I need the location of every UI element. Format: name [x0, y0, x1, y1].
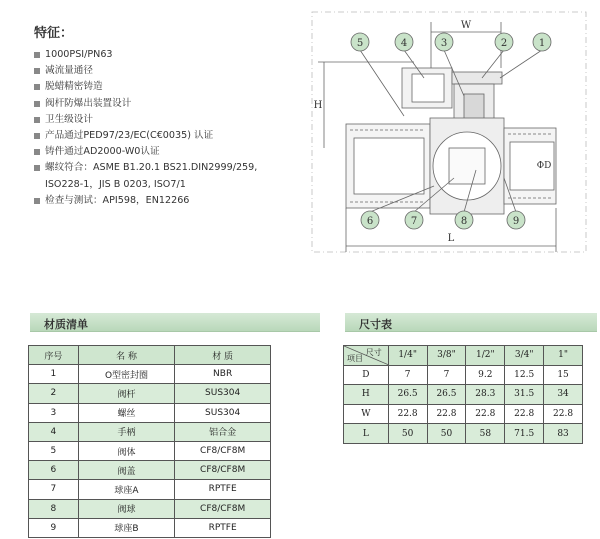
features-section	[34, 22, 304, 209]
dimension-l-label: L	[447, 233, 455, 244]
materials-section-title: 材质清单	[44, 318, 88, 331]
dimension-w-label: W	[460, 20, 472, 31]
table-row: 4 手柄 铝合金	[29, 422, 271, 441]
table-row: 5 阀体 CF8/CF8M	[29, 441, 271, 460]
bullet-icon	[34, 117, 40, 123]
feature-item: 螺纹符合：ASME B1.20.1 BS21.DIN2999/259,	[34, 160, 304, 176]
feature-item: 减流量通径	[34, 63, 304, 79]
table-row: 2 阀杆 SUS304	[29, 384, 271, 403]
column-header: 序号	[29, 346, 79, 365]
features-title: 特征：	[34, 26, 74, 41]
callout-label: 1	[538, 38, 546, 49]
table-row: H 26.5 26.5 28.3 31.5 34	[344, 385, 583, 405]
corner-header-cell	[344, 346, 389, 366]
column-header: 1/4"	[388, 346, 427, 366]
sizes-table	[343, 345, 583, 444]
table-row: 1 O型密封圈 NBR	[29, 365, 271, 384]
table-header-row	[344, 346, 583, 366]
materials-section-header	[30, 313, 320, 332]
callout-label: 5	[356, 38, 364, 49]
table-row: L 50 50 58 71.5 83	[344, 424, 583, 444]
table-row: D 7 7 9.2 12.5 15	[344, 365, 583, 385]
feature-item: 阀杆防爆出装置设计	[34, 96, 304, 112]
callout-label: 9	[512, 216, 520, 227]
dimension-h-label: H	[313, 100, 323, 111]
callout-label: 6	[366, 216, 374, 227]
feature-item-continued: ISO228-1，JIS B 0203, ISO7/1	[45, 178, 186, 190]
table-row: 6 阀盖 CF8/CF8M	[29, 461, 271, 480]
bullet-icon	[34, 165, 40, 171]
callout-label: 8	[460, 216, 468, 227]
table-row: 7 球座A RPTFE	[29, 480, 271, 499]
table-row: 3 螺丝 SUS304	[29, 403, 271, 422]
table-row: 8 阀球 CF8/CF8M	[29, 499, 271, 518]
sizes-section-title: 尺寸表	[359, 318, 392, 331]
bullet-icon	[34, 101, 40, 107]
materials-table	[28, 345, 271, 538]
column-header: 3/8"	[427, 346, 466, 366]
bullet-icon	[34, 84, 40, 90]
bullet-icon	[34, 149, 40, 155]
corner-label-item: 项目	[347, 353, 363, 363]
bullet-icon	[34, 133, 40, 139]
feature-item: 1000PSI/PN63	[34, 47, 304, 63]
column-header: 1/2"	[466, 346, 505, 366]
table-row: W 22.8 22.8 22.8 22.8 22.8	[344, 404, 583, 424]
column-header: 名 称	[78, 346, 175, 365]
sizes-section-header	[345, 313, 597, 332]
feature-item: 铸件通过AD2000-W0认证	[34, 144, 304, 160]
bullet-icon	[34, 68, 40, 74]
column-header: 材 质	[175, 346, 271, 365]
feature-item: 卫生级设计	[34, 112, 304, 128]
callout-label: 4	[400, 38, 408, 49]
column-header: 1"	[544, 346, 583, 366]
feature-item: 检查与测试：API598，EN12266	[34, 193, 304, 209]
bullet-icon	[34, 52, 40, 58]
callout-label: 2	[500, 38, 508, 49]
table-header-row	[29, 346, 271, 365]
corner-label-size: 尺寸	[365, 348, 382, 357]
dimension-d-label: ΦD	[536, 161, 552, 171]
bullet-icon	[34, 198, 40, 204]
table-row: 9 球座B RPTFE	[29, 518, 271, 537]
feature-item: 产品通过PED97/23/EC(C€0035) 认证	[34, 128, 304, 144]
features-list	[34, 47, 304, 209]
valve-cross-section-drawing	[304, 8, 594, 256]
callout-label: 3	[440, 38, 448, 49]
feature-item: 脱蜡精密铸造	[34, 79, 304, 95]
callout-label: 7	[410, 216, 418, 227]
column-header: 3/4"	[505, 346, 544, 366]
